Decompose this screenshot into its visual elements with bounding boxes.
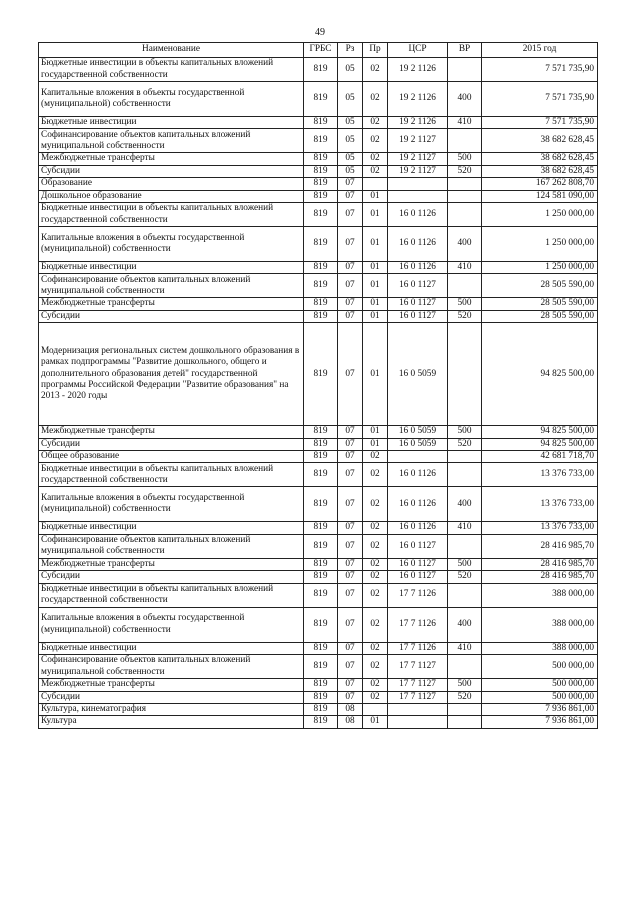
row-csr: 17 7 1126 — [388, 642, 448, 654]
row-name: Софинансирование объектов капитальных вложений муниципальной собственности — [39, 655, 304, 679]
row-amount: 1 250 000,00 — [482, 227, 598, 262]
row-name: Культура, кинематография — [39, 703, 304, 715]
row-csr: 16 0 5059 — [388, 438, 448, 450]
table-row — [39, 298, 598, 310]
row-grbs: 819 — [304, 117, 338, 129]
row-vr: 500 — [448, 426, 482, 438]
table-body — [39, 58, 598, 729]
table-row — [39, 178, 598, 190]
row-vr: 400 — [448, 487, 482, 522]
row-name: Дошкольное образование — [39, 190, 304, 202]
row-amount: 28 416 985,70 — [482, 558, 598, 570]
row-csr — [388, 178, 448, 190]
row-rz: 05 — [338, 129, 363, 153]
row-csr — [388, 190, 448, 202]
row-amount: 500 000,00 — [482, 691, 598, 703]
row-amount: 388 000,00 — [482, 583, 598, 607]
row-csr: 16 0 1126 — [388, 227, 448, 262]
table-row — [39, 642, 598, 654]
row-rz: 07 — [338, 451, 363, 463]
row-pr: 01 — [363, 298, 388, 310]
row-csr: 16 0 1127 — [388, 310, 448, 322]
table-row — [39, 117, 598, 129]
row-grbs: 819 — [304, 463, 338, 487]
table-row — [39, 607, 598, 642]
table-row — [39, 583, 598, 607]
row-pr: 01 — [363, 323, 388, 426]
header-rz: Рз — [338, 43, 363, 58]
row-vr: 500 — [448, 153, 482, 165]
row-csr — [388, 703, 448, 715]
table-row — [39, 82, 598, 117]
header-pr: Пр — [363, 43, 388, 58]
table-row — [39, 716, 598, 728]
row-pr: 02 — [363, 607, 388, 642]
row-csr: 16 0 1126 — [388, 487, 448, 522]
row-amount: 13 376 733,00 — [482, 522, 598, 534]
row-grbs: 819 — [304, 58, 338, 82]
row-vr: 410 — [448, 117, 482, 129]
row-name: Межбюджетные трансферты — [39, 298, 304, 310]
row-grbs: 819 — [304, 451, 338, 463]
row-pr: 01 — [363, 310, 388, 322]
table-row — [39, 451, 598, 463]
row-grbs: 819 — [304, 82, 338, 117]
row-vr: 520 — [448, 310, 482, 322]
row-rz: 05 — [338, 82, 363, 117]
row-amount: 7 571 735,90 — [482, 117, 598, 129]
row-pr: 02 — [363, 451, 388, 463]
row-csr: 16 0 1127 — [388, 571, 448, 583]
table-row — [39, 487, 598, 522]
row-rz: 07 — [338, 691, 363, 703]
row-rz: 07 — [338, 679, 363, 691]
row-grbs: 819 — [304, 655, 338, 679]
table-row — [39, 558, 598, 570]
row-vr: 520 — [448, 165, 482, 177]
row-vr — [448, 203, 482, 227]
row-rz: 07 — [338, 583, 363, 607]
header-name: Наименование — [39, 43, 304, 58]
row-pr: 02 — [363, 58, 388, 82]
row-name: Межбюджетные трансферты — [39, 153, 304, 165]
table-row — [39, 426, 598, 438]
row-amount: 28 505 590,00 — [482, 274, 598, 298]
row-amount: 28 416 985,70 — [482, 571, 598, 583]
row-rz: 05 — [338, 117, 363, 129]
row-csr: 17 7 1127 — [388, 655, 448, 679]
row-vr — [448, 178, 482, 190]
row-csr: 19 2 1126 — [388, 58, 448, 82]
row-rz: 08 — [338, 716, 363, 728]
row-vr — [448, 190, 482, 202]
header-csr: ЦСР — [388, 43, 448, 58]
header-year: 2015 год — [482, 43, 598, 58]
row-name: Межбюджетные трансферты — [39, 679, 304, 691]
row-rz: 07 — [338, 178, 363, 190]
row-name: Софинансирование объектов капитальных вложений муниципальной собственности — [39, 129, 304, 153]
row-csr: 19 2 1127 — [388, 129, 448, 153]
table-row — [39, 262, 598, 274]
row-rz: 07 — [338, 203, 363, 227]
row-vr — [448, 274, 482, 298]
row-amount: 13 376 733,00 — [482, 487, 598, 522]
row-vr: 410 — [448, 522, 482, 534]
table-row — [39, 438, 598, 450]
row-name: Межбюджетные трансферты — [39, 558, 304, 570]
row-name: Капитальные вложения в объекты государственной (муниципальной) собственности — [39, 487, 304, 522]
row-pr: 02 — [363, 583, 388, 607]
row-csr: 19 2 1126 — [388, 82, 448, 117]
row-csr: 19 2 1127 — [388, 165, 448, 177]
row-csr — [388, 451, 448, 463]
table-row — [39, 153, 598, 165]
row-amount: 500 000,00 — [482, 679, 598, 691]
row-rz: 07 — [338, 522, 363, 534]
row-grbs: 819 — [304, 583, 338, 607]
row-vr: 500 — [448, 298, 482, 310]
row-rz: 07 — [338, 438, 363, 450]
table-row — [39, 58, 598, 82]
row-grbs: 819 — [304, 571, 338, 583]
row-rz: 07 — [338, 571, 363, 583]
table-row — [39, 190, 598, 202]
row-csr: 19 2 1126 — [388, 117, 448, 129]
row-rz: 07 — [338, 534, 363, 558]
row-vr: 500 — [448, 679, 482, 691]
row-grbs: 819 — [304, 165, 338, 177]
row-vr — [448, 716, 482, 728]
row-rz: 07 — [338, 298, 363, 310]
table-row — [39, 679, 598, 691]
row-vr — [448, 129, 482, 153]
row-rz: 07 — [338, 227, 363, 262]
row-csr: 16 0 5059 — [388, 323, 448, 426]
row-grbs: 819 — [304, 716, 338, 728]
row-pr: 02 — [363, 571, 388, 583]
row-amount: 28 505 590,00 — [482, 298, 598, 310]
row-name: Общее образование — [39, 451, 304, 463]
row-amount: 388 000,00 — [482, 607, 598, 642]
row-amount: 42 681 718,70 — [482, 451, 598, 463]
row-amount: 7 571 735,90 — [482, 82, 598, 117]
table-row — [39, 534, 598, 558]
row-grbs: 819 — [304, 642, 338, 654]
row-grbs: 819 — [304, 190, 338, 202]
row-name: Софинансирование объектов капитальных вложений муниципальной собственности — [39, 534, 304, 558]
row-name: Софинансирование объектов капитальных вложений муниципальной собственности — [39, 274, 304, 298]
row-pr: 02 — [363, 82, 388, 117]
row-grbs: 819 — [304, 607, 338, 642]
row-vr: 400 — [448, 607, 482, 642]
row-grbs: 819 — [304, 487, 338, 522]
table-row — [39, 655, 598, 679]
row-name: Субсидии — [39, 438, 304, 450]
row-pr: 02 — [363, 642, 388, 654]
row-vr: 520 — [448, 438, 482, 450]
row-vr: 520 — [448, 691, 482, 703]
row-name: Капитальные вложения в объекты государственной (муниципальной) собственности — [39, 82, 304, 117]
row-amount: 38 682 628,45 — [482, 165, 598, 177]
row-pr: 02 — [363, 534, 388, 558]
row-grbs: 819 — [304, 203, 338, 227]
row-name: Бюджетные инвестиции в объекты капитальных вложений государственной собственности — [39, 58, 304, 82]
row-vr: 410 — [448, 642, 482, 654]
row-amount: 13 376 733,00 — [482, 463, 598, 487]
row-rz: 07 — [338, 190, 363, 202]
row-pr: 01 — [363, 190, 388, 202]
row-name: Капитальные вложения в объекты государственной (муниципальной) собственности — [39, 607, 304, 642]
row-rz: 07 — [338, 426, 363, 438]
row-rz: 07 — [338, 463, 363, 487]
row-vr — [448, 463, 482, 487]
row-name: Бюджетные инвестиции в объекты капитальных вложений государственной собственности — [39, 583, 304, 607]
row-rz: 05 — [338, 165, 363, 177]
row-name: Субсидии — [39, 691, 304, 703]
table-row — [39, 310, 598, 322]
row-vr: 410 — [448, 262, 482, 274]
row-pr: 02 — [363, 522, 388, 534]
row-pr: 02 — [363, 487, 388, 522]
row-name: Субсидии — [39, 571, 304, 583]
table-row — [39, 703, 598, 715]
row-grbs: 819 — [304, 679, 338, 691]
row-pr: 02 — [363, 691, 388, 703]
row-pr: 02 — [363, 153, 388, 165]
row-grbs: 819 — [304, 227, 338, 262]
table-row — [39, 522, 598, 534]
row-rz: 07 — [338, 607, 363, 642]
row-grbs: 819 — [304, 426, 338, 438]
row-rz: 07 — [338, 655, 363, 679]
row-rz: 07 — [338, 274, 363, 298]
row-csr: 16 0 1127 — [388, 298, 448, 310]
row-csr: 17 7 1126 — [388, 583, 448, 607]
row-vr: 400 — [448, 227, 482, 262]
table-row — [39, 323, 598, 426]
table-row — [39, 274, 598, 298]
header-vr: ВР — [448, 43, 482, 58]
row-csr: 17 7 1127 — [388, 691, 448, 703]
row-grbs: 819 — [304, 323, 338, 426]
row-vr: 400 — [448, 82, 482, 117]
row-amount: 38 682 628,45 — [482, 129, 598, 153]
row-name: Образование — [39, 178, 304, 190]
row-vr — [448, 583, 482, 607]
row-csr: 16 0 1127 — [388, 274, 448, 298]
table-row — [39, 165, 598, 177]
table-row — [39, 463, 598, 487]
row-csr: 16 0 1126 — [388, 262, 448, 274]
row-pr: 02 — [363, 558, 388, 570]
row-grbs: 819 — [304, 438, 338, 450]
row-grbs: 819 — [304, 534, 338, 558]
row-amount: 94 825 500,00 — [482, 323, 598, 426]
row-amount: 1 250 000,00 — [482, 203, 598, 227]
row-grbs: 819 — [304, 298, 338, 310]
row-pr: 01 — [363, 426, 388, 438]
row-vr — [448, 451, 482, 463]
row-amount: 1 250 000,00 — [482, 262, 598, 274]
row-csr: 16 0 1126 — [388, 463, 448, 487]
row-vr — [448, 534, 482, 558]
row-name: Модернизация региональных систем дошкольного образования в рамках подпрограммы "Развитие дошкольного, общего и дополнительного образования детей" государственной программы Российской Федерации "Развитие образования" на 2013 - 2020 годы — [39, 323, 304, 426]
row-pr: 01 — [363, 262, 388, 274]
row-grbs: 819 — [304, 153, 338, 165]
row-amount: 124 581 090,00 — [482, 190, 598, 202]
row-csr: 19 2 1127 — [388, 153, 448, 165]
page-number: 49 — [315, 27, 325, 38]
row-csr: 16 0 1127 — [388, 558, 448, 570]
row-amount: 38 682 628,45 — [482, 153, 598, 165]
row-pr: 01 — [363, 274, 388, 298]
row-grbs: 819 — [304, 274, 338, 298]
table-row — [39, 227, 598, 262]
row-name: Субсидии — [39, 310, 304, 322]
row-grbs: 819 — [304, 310, 338, 322]
row-grbs: 819 — [304, 558, 338, 570]
row-name: Бюджетные инвестиции — [39, 117, 304, 129]
row-rz: 07 — [338, 262, 363, 274]
row-name: Культура — [39, 716, 304, 728]
table-row — [39, 571, 598, 583]
row-amount: 7 936 861,00 — [482, 716, 598, 728]
row-name: Бюджетные инвестиции в объекты капитальных вложений государственной собственности — [39, 463, 304, 487]
row-pr: 02 — [363, 679, 388, 691]
row-amount: 28 416 985,70 — [482, 534, 598, 558]
row-name: Бюджетные инвестиции в объекты капитальных вложений государственной собственности — [39, 203, 304, 227]
row-rz: 07 — [338, 323, 363, 426]
row-name: Бюджетные инвестиции — [39, 262, 304, 274]
row-pr — [363, 178, 388, 190]
row-pr: 02 — [363, 117, 388, 129]
row-pr: 02 — [363, 129, 388, 153]
row-pr — [363, 703, 388, 715]
row-csr: 17 7 1127 — [388, 679, 448, 691]
row-amount: 167 262 808,70 — [482, 178, 598, 190]
row-pr: 02 — [363, 165, 388, 177]
row-grbs: 819 — [304, 178, 338, 190]
row-vr — [448, 58, 482, 82]
table-row — [39, 203, 598, 227]
row-amount: 500 000,00 — [482, 655, 598, 679]
row-vr — [448, 323, 482, 426]
row-pr: 01 — [363, 716, 388, 728]
row-csr: 16 0 1126 — [388, 203, 448, 227]
row-grbs: 819 — [304, 703, 338, 715]
table-row — [39, 691, 598, 703]
row-name: Субсидии — [39, 165, 304, 177]
row-name: Бюджетные инвестиции — [39, 522, 304, 534]
row-vr: 520 — [448, 571, 482, 583]
row-rz: 05 — [338, 58, 363, 82]
row-rz: 07 — [338, 310, 363, 322]
row-csr: 16 0 1126 — [388, 522, 448, 534]
row-pr: 01 — [363, 203, 388, 227]
row-amount: 28 505 590,00 — [482, 310, 598, 322]
row-vr: 500 — [448, 558, 482, 570]
row-pr: 02 — [363, 463, 388, 487]
row-csr: 17 7 1126 — [388, 607, 448, 642]
row-vr — [448, 703, 482, 715]
row-rz: 07 — [338, 558, 363, 570]
row-grbs: 819 — [304, 691, 338, 703]
row-grbs: 819 — [304, 522, 338, 534]
table-row — [39, 129, 598, 153]
row-rz: 07 — [338, 487, 363, 522]
budget-table — [38, 42, 598, 729]
row-pr: 01 — [363, 438, 388, 450]
row-grbs: 819 — [304, 129, 338, 153]
table-header-row — [39, 43, 598, 58]
row-amount: 7 936 861,00 — [482, 703, 598, 715]
row-amount: 94 825 500,00 — [482, 426, 598, 438]
row-pr: 02 — [363, 655, 388, 679]
row-rz: 08 — [338, 703, 363, 715]
row-grbs: 819 — [304, 262, 338, 274]
row-name: Бюджетные инвестиции — [39, 642, 304, 654]
row-csr: 16 0 1127 — [388, 534, 448, 558]
row-rz: 07 — [338, 642, 363, 654]
row-name: Межбюджетные трансферты — [39, 426, 304, 438]
row-pr: 01 — [363, 227, 388, 262]
row-rz: 05 — [338, 153, 363, 165]
row-csr: 16 0 5059 — [388, 426, 448, 438]
row-amount: 388 000,00 — [482, 642, 598, 654]
row-vr — [448, 655, 482, 679]
row-csr — [388, 716, 448, 728]
row-amount: 7 571 735,90 — [482, 58, 598, 82]
row-name: Капитальные вложения в объекты государственной (муниципальной) собственности — [39, 227, 304, 262]
header-grbs: ГРБС — [304, 43, 338, 58]
row-amount: 94 825 500,00 — [482, 438, 598, 450]
